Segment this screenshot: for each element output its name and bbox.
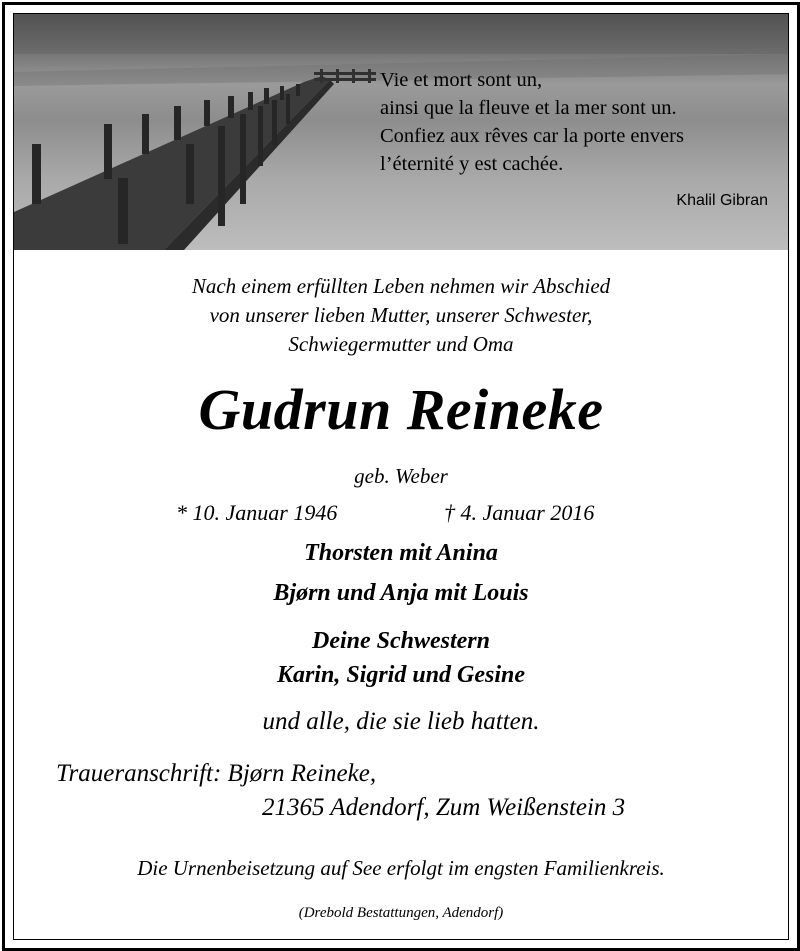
outer-border bbox=[2, 2, 800, 951]
address-line: 21365 Adendorf, Zum Weißenstein 3 bbox=[262, 794, 626, 821]
burial-note: Die Urnenbeisetzung auf See erfolgt im engsten Familienkreis. bbox=[137, 856, 665, 880]
quote-line: Confiez aux rêves car la porte envers bbox=[380, 125, 684, 147]
intro-line: Nach einem erfüllten Leben nehmen wir Abschied bbox=[191, 274, 611, 298]
funeral-home: (Drebold Bestattungen, Adendorf) bbox=[298, 905, 504, 921]
death-date: † 4. Januar 2016 bbox=[444, 500, 595, 525]
family-line: Thorsten mit Anina bbox=[304, 540, 498, 566]
quote-author: Khalil Gibran bbox=[676, 192, 768, 209]
family-line: Karin, Sigrid und Gesine bbox=[276, 662, 526, 688]
family-line: Bjørn und Anja mit Louis bbox=[273, 580, 529, 606]
family-line: Deine Schwestern bbox=[311, 628, 490, 654]
birth-name: geb. Weber bbox=[354, 464, 448, 488]
quote-block bbox=[380, 66, 684, 178]
quote-line: l’éternité y est cachée. bbox=[380, 153, 564, 175]
notice-panel bbox=[13, 13, 789, 940]
closing-line: und alle, die sie lieb hatten. bbox=[262, 708, 540, 735]
deceased-name: Gudrun Reineke bbox=[198, 377, 604, 442]
birth-date: * 10. Januar 1946 bbox=[176, 500, 338, 525]
intro-line: Schwiegermutter und Oma bbox=[288, 332, 514, 356]
intro-line: von unserer lieben Mutter, unserer Schwester, bbox=[209, 303, 593, 327]
quote-line: ainsi que la fleuve et la mer sont un. bbox=[380, 97, 677, 119]
jetty-photo bbox=[14, 14, 788, 250]
address-line: Traueranschrift: Bjørn Reineke, bbox=[56, 760, 377, 787]
intro-text bbox=[14, 272, 788, 359]
quote-line: Vie et mort sont un, bbox=[380, 69, 543, 91]
